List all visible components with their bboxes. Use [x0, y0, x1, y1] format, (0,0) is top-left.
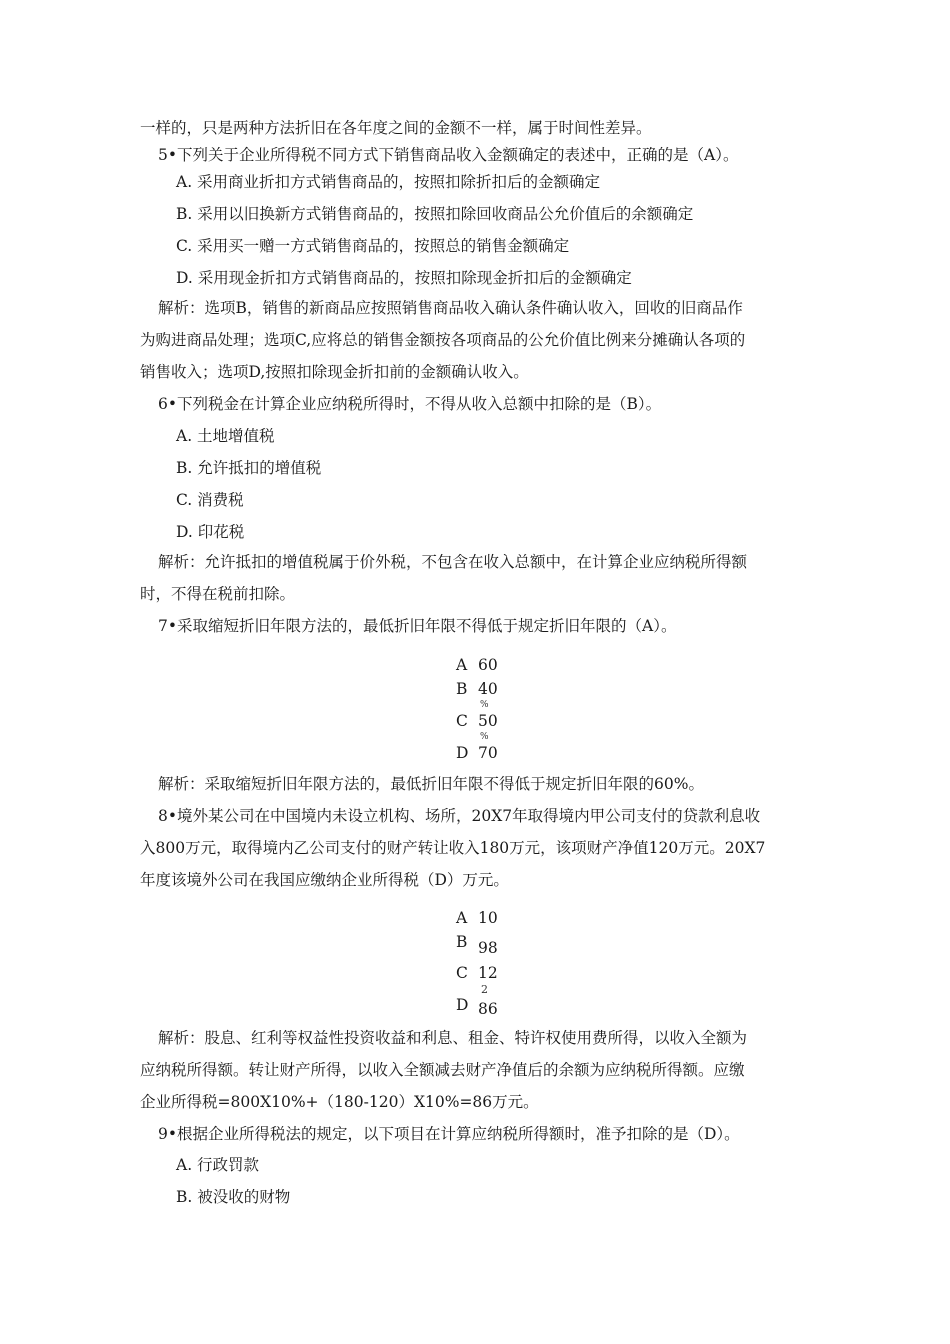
q5-option-b: B. 采用以旧换新方式销售商品的，按照扣除回收商品公允价值后的余额确定 [176, 205, 694, 223]
question-9: 9•根据企业所得税法的规定，以下项目在计算应纳税所得额时，准予扣除的是（D）。 [158, 1125, 740, 1143]
q7-option-d-letter: D [456, 744, 469, 762]
q8-option-c-value: 12 [478, 964, 498, 982]
q5-explanation-cont: 为购进商品处理；选项C,应将总的销售金额按各项商品的公允价值比例来分摊确认各项的 [140, 331, 746, 349]
q5-explanation-cont: 销售收入；选项D,按照扣除现金折扣前的金额确认收入。 [140, 363, 529, 381]
q8-explanation: 解析：股息、红利等权益性投资收益和利息、租金、特许权使用费所得，以收入全额为 [158, 1029, 748, 1047]
q8-option-a-value: 10 [478, 909, 498, 927]
q8-option-d-value: 86 [478, 1000, 498, 1018]
q7-option-a-value: 60 [478, 656, 498, 674]
q8-option-d-letter: D [456, 996, 469, 1014]
q9-option-b: B. 被没收的财物 [176, 1188, 291, 1206]
q7-fragment: % [480, 732, 489, 742]
q7-fragment: % [480, 700, 489, 710]
q7-option-c-value: 50 [478, 712, 498, 730]
q6-option-c: C. 消费税 [176, 491, 244, 509]
q6-option-d: D. 印花税 [176, 523, 245, 541]
q5-option-c: C. 采用买一赠一方式销售商品的，按照总的销售金额确定 [176, 237, 570, 255]
q7-option-b-value: 40 [478, 680, 498, 698]
q8-explanation-cont: 应纳税所得额。转让财产所得，以收入全额减去财产净值后的余额为应纳税所得额。应缴 [140, 1061, 745, 1079]
q9-option-a: A. 行政罚款 [176, 1156, 260, 1174]
q7-explanation: 解析：采取缩短折旧年限方法的，最低折旧年限不得低于规定折旧年限的60%。 [158, 775, 704, 793]
q8-option-b-letter: B [456, 933, 468, 951]
q5-option-a: A. 采用商业折扣方式销售商品的，按照扣除折扣后的金额确定 [176, 173, 601, 191]
q5-option-d: D. 采用现金折扣方式销售商品的，按照扣除现金折扣后的金额确定 [176, 269, 632, 287]
question-7: 7•采取缩短折旧年限方法的，最低折旧年限不得低于规定折旧年限的（A）。 [158, 617, 677, 635]
text-line: 一样的，只是两种方法折旧在各年度之间的金额不一样，属于时间性差异。 [140, 119, 652, 137]
q7-option-b-letter: B [456, 680, 468, 698]
q8-option-c-letter: C [456, 964, 468, 982]
q7-option-d-value: 70 [478, 744, 498, 762]
q7-option-c-letter: C [456, 712, 468, 730]
question-6: 6•下列税金在计算企业应纳税所得时，不得从收入总额中扣除的是（B）。 [158, 395, 662, 413]
q8-explanation-cont: 企业所得税=800X10%+（180-120）X10%=86万元。 [140, 1093, 539, 1111]
q8-fragment: 2 [481, 983, 488, 996]
question-8-cont: 入800万元，取得境内乙公司支付的财产转让收入180万元，该项财产净值120万元。20X7 [140, 839, 766, 857]
q7-option-a-letter: A [456, 656, 468, 674]
question-8: 8•境外某公司在中国境内未设立机构、场所，20X7年取得境内甲公司支付的贷款利息收 [158, 807, 761, 825]
q5-explanation: 解析：选项B，销售的新商品应按照销售商品收入确认条件确认收入，回收的旧商品作 [158, 299, 743, 317]
q8-option-a-letter: A [456, 909, 468, 927]
q8-option-b-value: 98 [478, 939, 498, 957]
q6-option-a: A. 土地增值税 [176, 427, 275, 445]
q6-explanation-cont: 时，不得在税前扣除。 [140, 585, 296, 603]
question-8-cont: 年度该境外公司在我国应缴纳企业所得税（D）万元。 [140, 871, 509, 889]
q6-option-b: B. 允许抵扣的增值税 [176, 459, 322, 477]
q6-explanation: 解析：允许抵扣的增值税属于价外税，不包含在收入总额中，在计算企业应纳税所得额 [158, 553, 748, 571]
question-5: 5•下列关于企业所得税不同方式下销售商品收入金额确定的表述中，正确的是（A）。 [158, 146, 739, 164]
